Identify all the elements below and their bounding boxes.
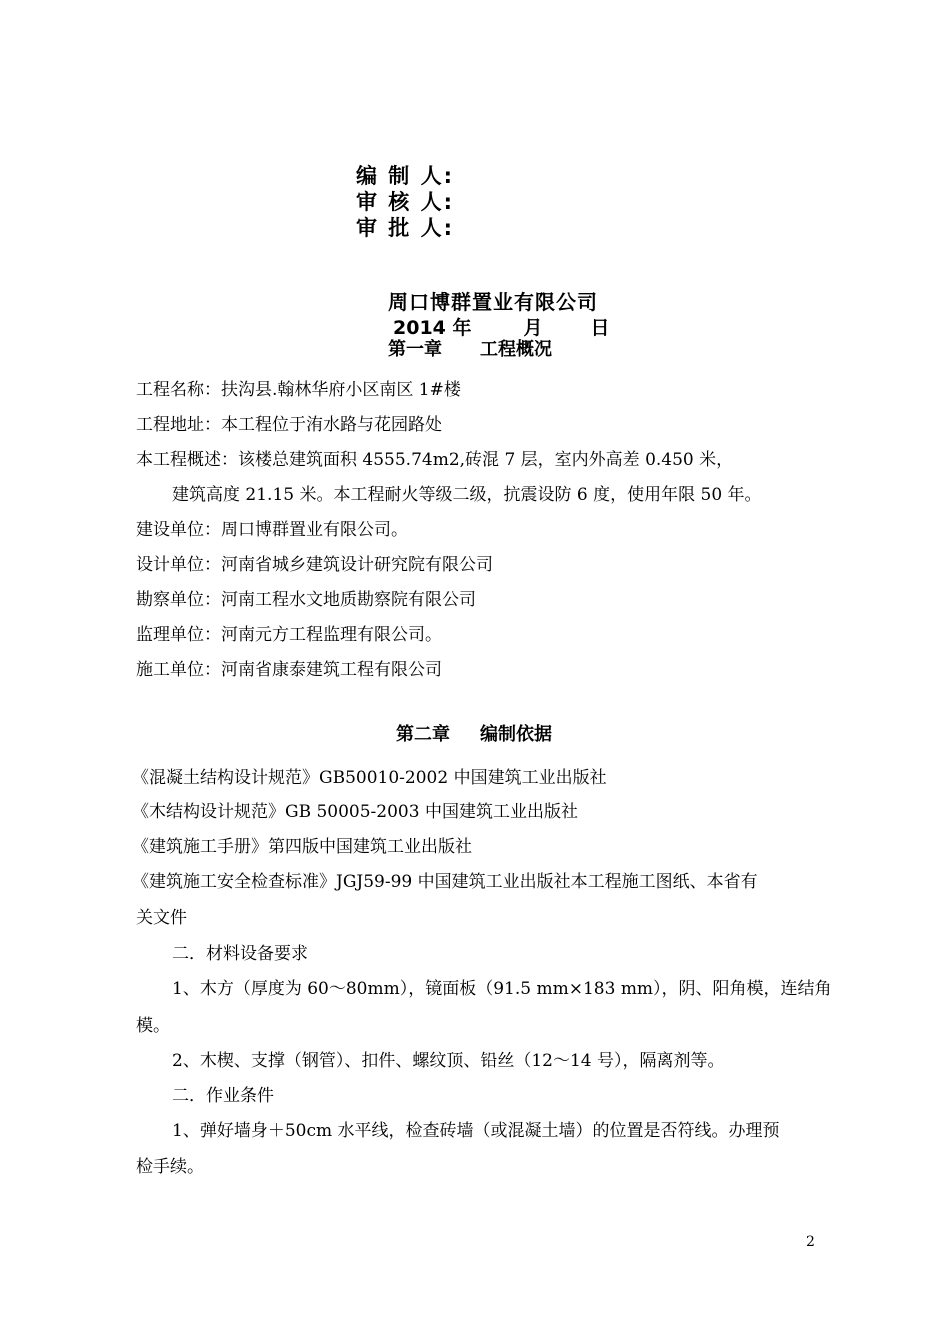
materials-item-1: 1、木方（厚度为 60～80mm），镜面板（91.5 mm×183 mm），阴、阳角模，连结角 — [172, 979, 832, 999]
project-overview-cont: 建筑高度 21.15 米。本工程耐火等级二级，抗震设防 6 度，使用年限 50 年。 — [172, 485, 762, 505]
date-day: 日 — [590, 317, 610, 339]
project-overview: 本工程概述：该楼总建筑面积 4555.74m2,砖混 7 层，室内外高差 0.450 米， — [136, 450, 734, 470]
project-name: 工程名称：扶沟县.翰林华府小区南区 1#楼 — [136, 380, 461, 400]
ref-timber-code: 《木结构设计规范》GB 50005-2003 中国建筑工业出版社 — [132, 802, 578, 822]
design-unit: 设计单位：河南省城乡建筑设计研究院有限公司 — [136, 555, 493, 575]
materials-heading: 二．材料设备要求 — [172, 944, 308, 964]
ref-handbook: 《建筑施工手册》第四版中国建筑工业出版社 — [132, 837, 472, 857]
page-number: 2 — [806, 1234, 815, 1250]
materials-item-2: 2、木楔、支撑（钢管）、扣件、螺纹顶、铅丝（12～14 号），隔离剂等。 — [172, 1051, 725, 1071]
conditions-heading: 二．作业条件 — [172, 1086, 274, 1106]
chapter1-title: 第一章 — [388, 339, 442, 360]
compiler-label: 编 制 人: — [356, 164, 455, 188]
date-year: 2014 年 — [393, 317, 472, 339]
date-month: 月 — [523, 317, 543, 339]
chapter1-subtitle: 工程概况 — [480, 339, 552, 360]
owner-unit: 建设单位：周口博群置业有限公司。 — [136, 520, 408, 540]
reviewer-label: 审 核 人: — [356, 190, 455, 214]
project-address: 工程地址：本工程位于洧水路与花园路处 — [136, 415, 442, 435]
ref-safety-standard: 《建筑施工安全检查标准》JGJ59-99 中国建筑工业出版社本工程施工图纸、本省有 — [132, 872, 758, 892]
approver-label: 审 批 人: — [356, 216, 455, 240]
materials-item-1-cont: 模。 — [136, 1016, 170, 1036]
chapter2-subtitle: 编制依据 — [480, 724, 552, 745]
survey-unit: 勘察单位：河南工程水文地质勘察院有限公司 — [136, 590, 476, 610]
chapter2-title: 第二章 — [396, 724, 450, 745]
chapter1-heading — [388, 335, 552, 361]
conditions-item-1: 1、弹好墙身＋50cm 水平线，检查砖墙（或混凝土墙）的位置是否符线。办理预 — [172, 1121, 780, 1141]
chapter2-heading — [396, 720, 552, 746]
ref-concrete-code: 《混凝土结构设计规范》GB50010-2002 中国建筑工业出版社 — [132, 768, 607, 788]
company-name: 周口博群置业有限公司 — [388, 290, 598, 314]
construction-unit: 施工单位：河南省康泰建筑工程有限公司 — [136, 660, 442, 680]
conditions-item-1-cont: 检手续。 — [136, 1157, 204, 1177]
supervision-unit: 监理单位：河南元方工程监理有限公司。 — [136, 625, 442, 645]
ref-safety-standard-cont: 关文件 — [136, 908, 187, 928]
